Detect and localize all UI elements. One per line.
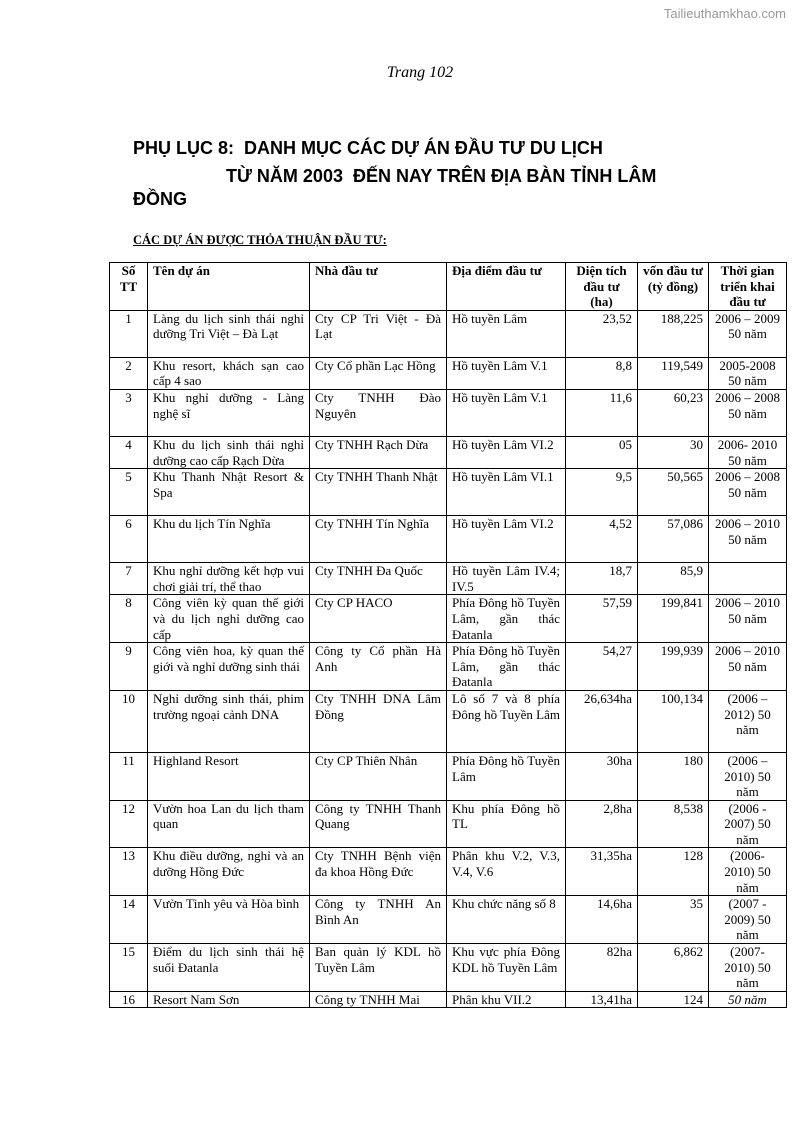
cell-duration: 2006 – 2010 50 năm <box>709 595 787 643</box>
cell-investor: Cty TNHH Đào Nguyên <box>310 389 447 436</box>
cell-location: Hồ tuyền Lâm V.1 <box>447 389 566 436</box>
table-row <box>110 896 787 944</box>
cell-project-name: Khu du lịch sinh thái nghỉ dưỡng cao cấp Rạch Dừa <box>148 436 310 468</box>
cell-area: 4,52 <box>566 516 638 563</box>
cell-location: Khu chức năng số 8 <box>447 896 566 944</box>
cell-location: Hồ tuyền Lâm V.1 <box>447 357 566 389</box>
cell-no: 4 <box>110 436 148 468</box>
cell-area: 18,7 <box>566 563 638 595</box>
cell-area: 26,634ha <box>566 690 638 752</box>
cell-duration: 2006 – 2008 50 năm <box>709 389 787 436</box>
table-row <box>110 991 787 1008</box>
header-location: Địa điểm đầu tư <box>447 263 566 311</box>
cell-duration: (2006 - 2007) 50 năm <box>709 800 787 848</box>
cell-no: 16 <box>110 991 148 1008</box>
cell-location: Khu phía Đông hồ TL <box>447 800 566 848</box>
cell-capital: 60,23 <box>638 389 709 436</box>
cell-duration: 2006 – 2010 50 năm <box>709 643 787 691</box>
cell-duration: 2006- 2010 50 năm <box>709 436 787 468</box>
cell-capital: 30 <box>638 436 709 468</box>
table-row <box>110 595 787 643</box>
cell-project-name: Khu nghỉ dưỡng kết hợp vui chơi giải trí, thể thao <box>148 563 310 595</box>
title-line-2: TỪ NĂM 2003 ĐẾN NAY TRÊN ĐỊA BÀN TỈNH LÂM <box>226 166 657 186</box>
cell-capital: 8,538 <box>638 800 709 848</box>
cell-no: 13 <box>110 848 148 896</box>
header-area: Diện tích đầu tư (ha) <box>566 263 638 311</box>
table-row <box>110 469 787 516</box>
cell-area: 30ha <box>566 752 638 800</box>
header-capital: vốn đầu tư (tỷ đồng) <box>638 263 709 311</box>
cell-duration: 50 năm <box>709 991 787 1008</box>
cell-location: Hồ tuyền Lâm IV.4; IV.5 <box>447 563 566 595</box>
cell-no: 3 <box>110 389 148 436</box>
cell-investor: Cty CP HACO <box>310 595 447 643</box>
cell-investor: Cty TNHH Thanh Nhật <box>310 469 447 516</box>
cell-project-name: Khu điều dưỡng, nghỉ và an dưỡng Hồng Đức <box>148 848 310 896</box>
section-subtitle: CÁC DỰ ÁN ĐƯỢC THỎA THUẬN ĐẦU TƯ: <box>133 233 387 247</box>
cell-duration: (2006 – 2012) 50 năm <box>709 690 787 752</box>
cell-duration: (2007 - 2009) 50 năm <box>709 896 787 944</box>
cell-no: 7 <box>110 563 148 595</box>
cell-capital: 50,565 <box>638 469 709 516</box>
cell-investor: Cty CP Tri Việt - Đà Lạt <box>310 310 447 357</box>
cell-location: Phân khu VII.2 <box>447 991 566 1008</box>
cell-project-name: Khu du lịch Tín Nghĩa <box>148 516 310 563</box>
cell-location: Hồ tuyền Lâm <box>447 310 566 357</box>
cell-no: 10 <box>110 690 148 752</box>
table-row <box>110 643 787 691</box>
cell-duration: (2006 – 2010) 50 năm <box>709 752 787 800</box>
table-row <box>110 563 787 595</box>
cell-area: 8,8 <box>566 357 638 389</box>
cell-investor: Ban quản lý KDL hồ Tuyền Lâm <box>310 944 447 992</box>
cell-duration: 2006 – 2010 50 năm <box>709 516 787 563</box>
cell-no: 11 <box>110 752 148 800</box>
cell-no: 14 <box>110 896 148 944</box>
cell-no: 1 <box>110 310 148 357</box>
cell-location: Phía Đông hồ Tuyền Lâm, gần thác Đatanla <box>447 595 566 643</box>
cell-capital: 35 <box>638 896 709 944</box>
cell-location: Lô số 7 và 8 phía Đông hồ Tuyền Lâm <box>447 690 566 752</box>
table-row <box>110 752 787 800</box>
cell-area: 82ha <box>566 944 638 992</box>
table-header-row <box>110 263 787 311</box>
table-row <box>110 357 787 389</box>
cell-capital: 85,9 <box>638 563 709 595</box>
cell-location: Phía Đông hồ Tuyền Lâm <box>447 752 566 800</box>
cell-duration: (2007- 2010) 50 năm <box>709 944 787 992</box>
cell-investor: Công ty TNHH Thanh Quang <box>310 800 447 848</box>
cell-project-name: Công viên hoa, kỳ quan thế giới và nghỉ dưỡng sinh thái <box>148 643 310 691</box>
cell-capital: 199,939 <box>638 643 709 691</box>
cell-area: 9,5 <box>566 469 638 516</box>
table-row <box>110 800 787 848</box>
title-line-1: PHỤ LỤC 8: DANH MỤC CÁC DỰ ÁN ĐẦU TƯ DU LỊCH <box>133 138 603 158</box>
cell-capital: 100,134 <box>638 690 709 752</box>
table-row <box>110 944 787 992</box>
cell-location: Hồ tuyền Lâm VI.2 <box>447 436 566 468</box>
cell-project-name: Điểm du lịch sinh thái hệ suối Đatanla <box>148 944 310 992</box>
cell-no: 6 <box>110 516 148 563</box>
header-duration: Thời gian triển khai đầu tư <box>709 263 787 311</box>
cell-location: Phía Đông hồ Tuyền Lâm, gần thác Đatanla <box>447 643 566 691</box>
cell-capital: 180 <box>638 752 709 800</box>
table-row <box>110 848 787 896</box>
cell-capital: 119,549 <box>638 357 709 389</box>
cell-duration: 2006 – 2009 50 năm <box>709 310 787 357</box>
cell-duration: 2005-2008 50 năm <box>709 357 787 389</box>
cell-capital: 57,086 <box>638 516 709 563</box>
header-investor: Nhà đầu tư <box>310 263 447 311</box>
cell-project-name: Vườn Tình yêu và Hòa bình <box>148 896 310 944</box>
cell-duration: (2006- 2010) 50 năm <box>709 848 787 896</box>
projects-table <box>109 262 787 1008</box>
cell-capital: 188,225 <box>638 310 709 357</box>
cell-project-name: Làng du lịch sinh thái nghỉ dưỡng Tri Việt – Đà Lạt <box>148 310 310 357</box>
table-row <box>110 310 787 357</box>
table-row <box>110 436 787 468</box>
cell-no: 15 <box>110 944 148 992</box>
cell-capital: 199,841 <box>638 595 709 643</box>
cell-investor: Cty Cổ phần Lạc Hồng <box>310 357 447 389</box>
table-row <box>110 389 787 436</box>
cell-project-name: Khu Thanh Nhật Resort & Spa <box>148 469 310 516</box>
cell-area: 11,6 <box>566 389 638 436</box>
table-row <box>110 690 787 752</box>
cell-project-name: Khu resort, khách sạn cao cấp 4 sao <box>148 357 310 389</box>
cell-location: Hồ tuyền Lâm VI.1 <box>447 469 566 516</box>
cell-area: 13,41ha <box>566 991 638 1008</box>
cell-investor: Cty TNHH Tín Nghĩa <box>310 516 447 563</box>
cell-area: 2,8ha <box>566 800 638 848</box>
cell-no: 12 <box>110 800 148 848</box>
cell-no: 2 <box>110 357 148 389</box>
cell-location: Phân khu V.2, V.3, V.4, V.6 <box>447 848 566 896</box>
cell-investor: Công ty TNHH An Bình An <box>310 896 447 944</box>
cell-no: 5 <box>110 469 148 516</box>
cell-project-name: Công viên kỳ quan thế giới và du lịch nghỉ dưỡng cao cấp <box>148 595 310 643</box>
cell-area: 23,52 <box>566 310 638 357</box>
cell-capital: 6,862 <box>638 944 709 992</box>
cell-project-name: Vườn hoa Lan du lịch tham quan <box>148 800 310 848</box>
watermark: Tailieuthamkhao.com <box>663 6 786 21</box>
cell-project-name: Resort Nam Sơn <box>148 991 310 1008</box>
cell-no: 8 <box>110 595 148 643</box>
cell-investor: Cty TNHH Bệnh viện đa khoa Hồng Đức <box>310 848 447 896</box>
cell-no: 9 <box>110 643 148 691</box>
cell-area: 57,59 <box>566 595 638 643</box>
title-line-3: ĐỒNG <box>133 189 187 209</box>
cell-investor: Cty TNHH Rạch Dừa <box>310 436 447 468</box>
cell-duration <box>709 563 787 595</box>
cell-area: 05 <box>566 436 638 468</box>
cell-project-name: Highland Resort <box>148 752 310 800</box>
cell-capital: 124 <box>638 991 709 1008</box>
cell-area: 14,6ha <box>566 896 638 944</box>
cell-location: Khu vực phía Đông KDL hồ Tuyền Lâm <box>447 944 566 992</box>
cell-project-name: Nghỉ dưỡng sinh thái, phim trường ngoại cảnh DNA <box>148 690 310 752</box>
cell-area: 54,27 <box>566 643 638 691</box>
cell-location: Hồ tuyền Lâm VI.2 <box>447 516 566 563</box>
cell-project-name: Khu nghỉ dưỡng - Làng nghệ sĩ <box>148 389 310 436</box>
table-row <box>110 516 787 563</box>
cell-area: 31,35ha <box>566 848 638 896</box>
cell-capital: 128 <box>638 848 709 896</box>
cell-investor: Cty CP Thiên Nhân <box>310 752 447 800</box>
cell-investor: Công ty Cổ phần Hà Anh <box>310 643 447 691</box>
cell-investor: Cty TNHH Đa Quốc <box>310 563 447 595</box>
header-project-name: Tên dự án <box>148 263 310 311</box>
cell-investor: Công ty TNHH Mai <box>310 991 447 1008</box>
cell-duration: 2006 – 2008 50 năm <box>709 469 787 516</box>
cell-investor: Cty TNHH DNA Lâm Đồng <box>310 690 447 752</box>
page-number: Trang 102 <box>386 64 454 81</box>
header-no: Số TT <box>110 263 148 311</box>
